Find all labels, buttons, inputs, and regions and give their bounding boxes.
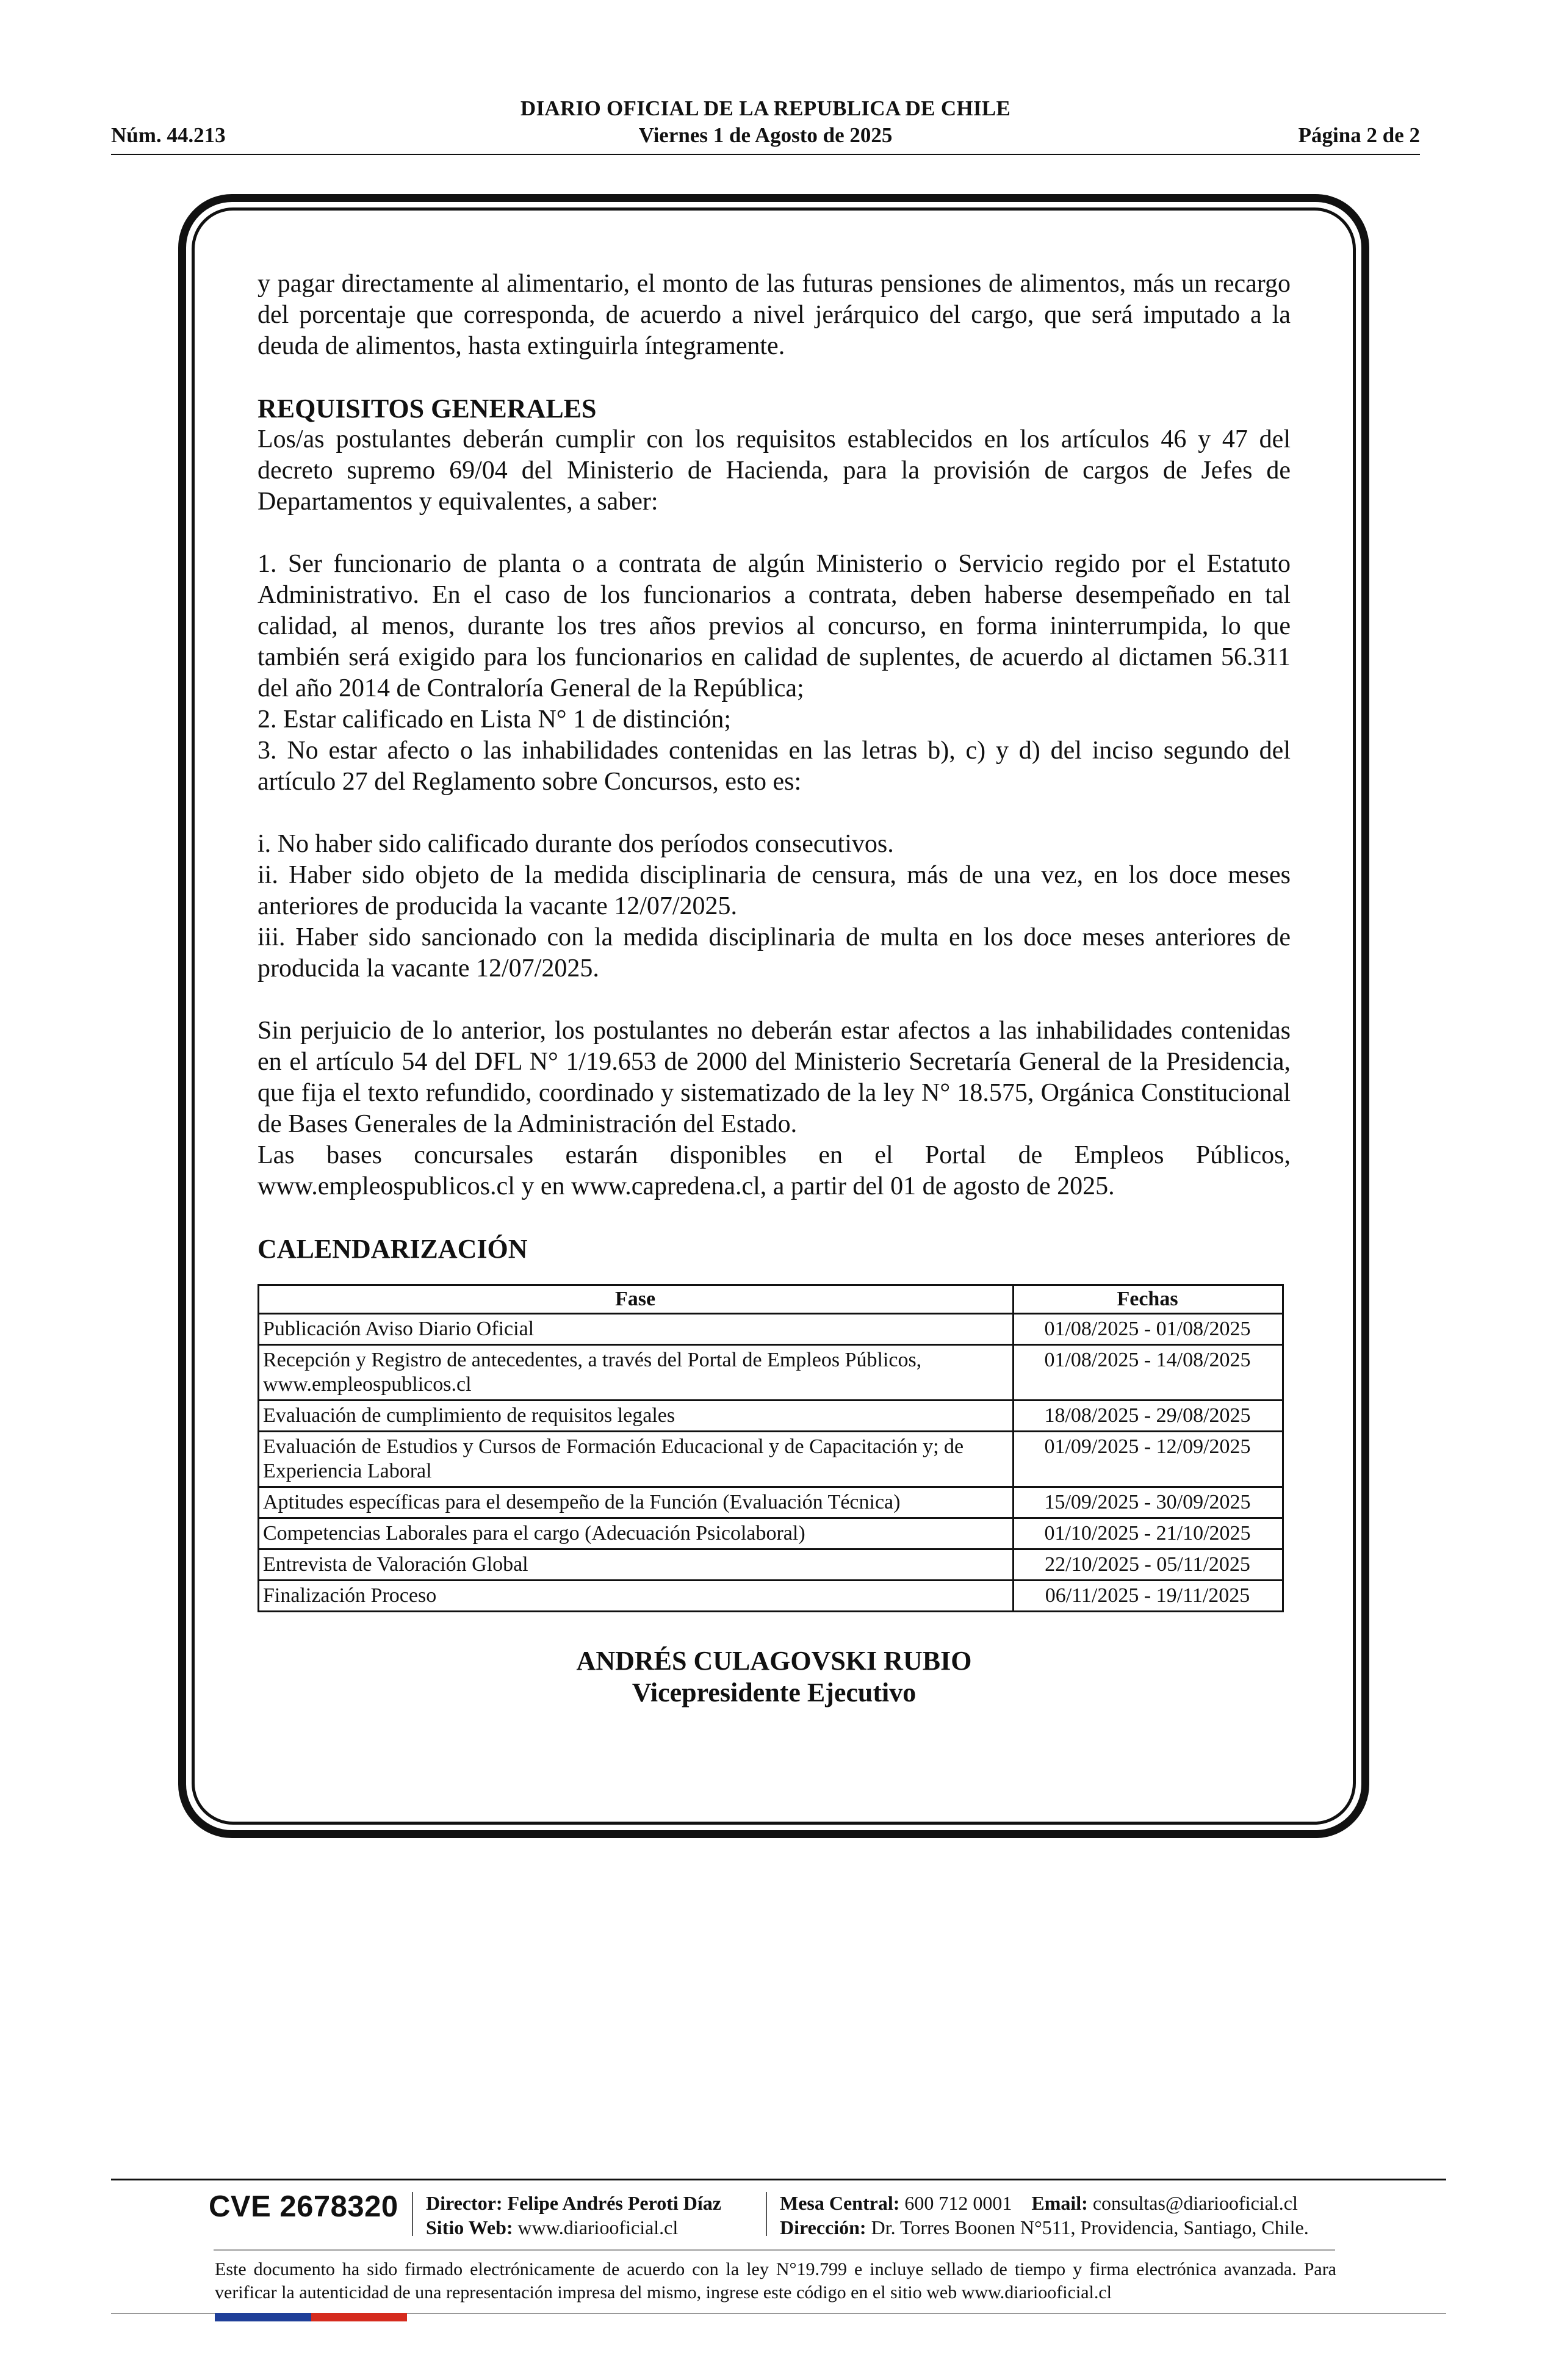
table-row: [259, 1345, 1283, 1401]
table-row: [259, 1518, 1283, 1549]
site-link[interactable]: www.diariooficial.cl: [517, 2216, 679, 2238]
footer-separator: [412, 2192, 413, 2236]
email-label: Email:: [1031, 2192, 1088, 2214]
fechas-cell: 01/09/2025 - 12/09/2025: [1014, 1432, 1283, 1487]
footer-contact-column: [780, 2191, 1309, 2240]
intro-paragraph: y pagar directamente al alimentario, el monto de las futuras pensiones de alimentos, más un recargo del porcentaje que corresponda, de acuerdo a nivel jerárquico del cargo, que será imputado a la deuda de alimentos, hasta extinguirla íntegramente.: [258, 270, 1291, 360]
calendar-heading: CALENDARIZACIÓN: [258, 1234, 528, 1264]
footer-rule-middle: [214, 2249, 1335, 2251]
table-row: [259, 1549, 1283, 1581]
requisitos-intro: Los/as postulantes deberán cumplir con los requisitos establecidos en los artículos 46 y 47 del decreto supremo 69/04 del Ministerio de Hacienda, para la provisión de cargos de Jefes de Departamentos y equivalentes, a saber:: [258, 425, 1291, 516]
table-row: [259, 1314, 1283, 1345]
table-row: [259, 1581, 1283, 1612]
table-row: [259, 1432, 1283, 1487]
footer-director-column: [426, 2191, 721, 2240]
flag-blue-segment: [215, 2313, 311, 2321]
requirement-3: 3. No estar afecto o las inhabilidades contenidas en las letras b), c) y d) del inciso segundo del artículo 27 del Reglamento sobre Concursos, esto es:: [258, 737, 1291, 796]
sub-requirement-ii: ii. Haber sido objeto de la medida disciplinaria de censura, más de una vez, en los doce meses anteriores de producida la vacante 12/07/2025.: [258, 861, 1291, 920]
fase-cell: Entrevista de Valoración Global: [259, 1549, 1014, 1581]
calendar-table: [258, 1284, 1284, 1612]
email-link[interactable]: consultas@diariooficial.cl: [1092, 2192, 1298, 2214]
issue-date: Viernes 1 de Agosto de 2025: [638, 123, 893, 147]
page-header: [111, 92, 1420, 159]
signatory-name: ANDRÉS CULAGOVSKI RUBIO: [576, 1646, 972, 1676]
cve-code: CVE 2678320: [209, 2190, 398, 2223]
bases-paragraph: Las bases concursales estarán disponibles en el Portal de Empleos Públicos, www.empleospublicos.cl y en www.capredena.cl, a partir del 01 de agosto de 2025.: [258, 1141, 1291, 1200]
fase-cell: Evaluación de cumplimiento de requisitos legales: [259, 1401, 1014, 1432]
fase-cell: Recepción y Registro de antecedentes, a través del Portal de Empleos Públicos, www.empleospublicos.cl: [259, 1345, 1014, 1401]
fechas-cell: 22/10/2025 - 05/11/2025: [1014, 1549, 1283, 1581]
column-header-fechas: Fechas: [1014, 1285, 1283, 1314]
address-label: Dirección:: [780, 2216, 866, 2238]
sub-requirement-iii: iii. Haber sido sancionado con la medida disciplinaria de multa en los doce meses anteriores de producida la vacante 12/07/2025.: [258, 923, 1291, 983]
fechas-cell: 18/08/2025 - 29/08/2025: [1014, 1401, 1283, 1432]
footer-rule-top: [111, 2179, 1446, 2180]
table-row: [259, 1401, 1283, 1432]
flag-red-segment: [311, 2313, 408, 2321]
address-text: Dr. Torres Boonen N°511, Providencia, Santiago, Chile.: [871, 2216, 1309, 2238]
site-label: Sitio Web:: [426, 2216, 513, 2238]
footer-separator: [766, 2192, 767, 2236]
mesa-label: Mesa Central:: [780, 2192, 900, 2214]
fase-cell: Competencias Laborales para el cargo (Adecuación Psicolaboral): [259, 1518, 1014, 1549]
fechas-cell: 06/11/2025 - 19/11/2025: [1014, 1581, 1283, 1612]
fase-cell: Finalización Proceso: [259, 1581, 1014, 1612]
fase-cell: Evaluación de Estudios y Cursos de Formación Educacional y de Capacitación y; de Experiencia Laboral: [259, 1432, 1014, 1487]
legal-notice: Este documento ha sido firmado electrónicamente de acuerdo con la ley N°19.799 e incluye sellado de tiempo y firma electrónica avanzada. Para verificar la autenticidad de una representación impresa del mismo, ingrese este código en el sitio web www.diariooficial.cl: [215, 2259, 1336, 2302]
mesa-phone: 600 712 0001: [904, 2192, 1012, 2214]
fase-cell: Publicación Aviso Diario Oficial: [259, 1314, 1014, 1345]
newspaper-title: DIARIO OFICIAL DE LA REPUBLICA DE CHILE: [520, 96, 1011, 120]
notice-content: [258, 269, 1291, 1709]
issue-number: Núm. 44.213: [111, 123, 226, 147]
table-header-row: [259, 1285, 1283, 1314]
column-header-fase: Fase: [259, 1285, 1014, 1314]
fase-cell: Aptitudes específicas para el desempeño de la Función (Evaluación Técnica): [259, 1487, 1014, 1518]
fechas-cell: 01/08/2025 - 01/08/2025: [1014, 1314, 1283, 1345]
signatory-role: Vicepresidente Ejecutivo: [632, 1678, 917, 1707]
fechas-cell: 15/09/2025 - 30/09/2025: [1014, 1487, 1283, 1518]
page-indicator: Página 2 de 2: [1298, 123, 1420, 147]
flag-color-bar: [215, 2313, 407, 2321]
signature-block: [258, 1645, 1291, 1709]
sub-requirement-i: i. No haber sido calificado durante dos períodos consecutivos.: [258, 830, 894, 858]
fechas-cell: 01/08/2025 - 14/08/2025: [1014, 1345, 1283, 1401]
director-label: Director:: [426, 2192, 503, 2214]
table-row: [259, 1487, 1283, 1518]
director-name: Felipe Andrés Peroti Díaz: [507, 2192, 721, 2214]
requisitos-heading: REQUISITOS GENERALES: [258, 394, 597, 424]
requirement-1: 1. Ser funcionario de planta o a contrata de algún Ministerio o Servicio regido por el Estatuto Administrativo. En el caso de los funcionarios a contrata, deben haberse desempeñado en tal calidad, al menos, durante los tres años previos al concurso, en forma ininterrumpida, lo que también será exigido para los funcionarios en calidad de suplentes, de acuerdo al dictamen 56.311 del año 2014 de Contraloría General de la República;: [258, 550, 1291, 702]
fechas-cell: 01/10/2025 - 21/10/2025: [1014, 1518, 1283, 1549]
sin-perjuicio-paragraph: Sin perjuicio de lo anterior, los postulantes no deberán estar afectos a las inhabilidades contenidas en el artículo 54 del DFL N° 1/19.653 de 2000 del Ministerio Secretaría General de la Presidencia, que fija el texto refundido, coordinado y sistematizado de la ley N° 18.575, Orgánica Constitucional de Bases Generales de la Administración del Estado.: [258, 1017, 1291, 1138]
header-rule: [111, 154, 1420, 155]
requirement-2: 2. Estar calificado en Lista N° 1 de distinción;: [258, 705, 732, 734]
